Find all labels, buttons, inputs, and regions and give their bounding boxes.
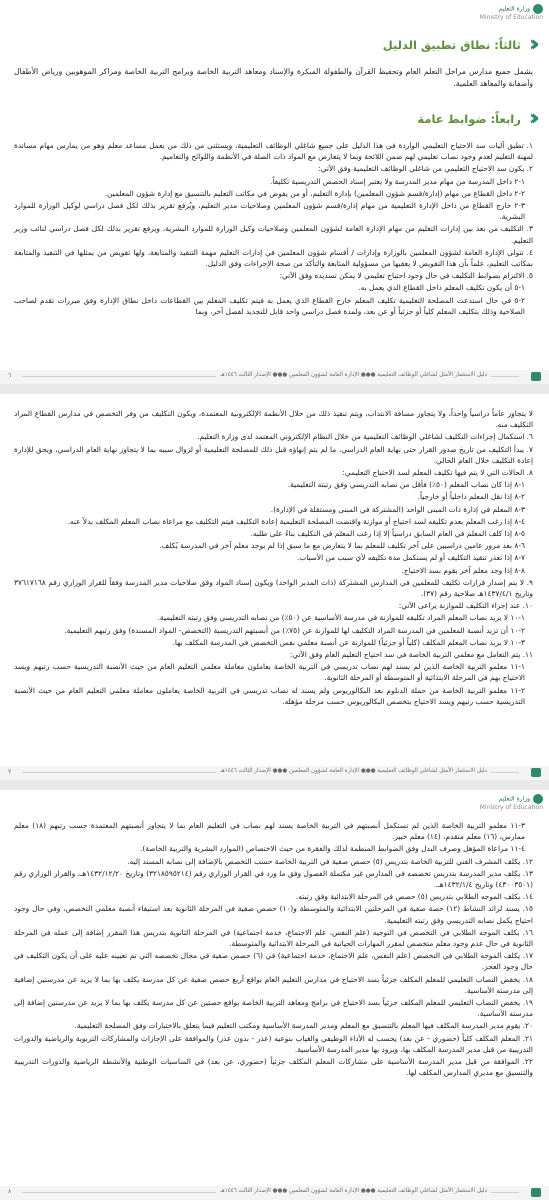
- numbered-paragraph: ١٤. يكلف الموجه الطلابي بتدريس (٥) حصص في المرحلة الابتدائية وفق رتبته.: [295, 892, 533, 902]
- numbered-paragraph: ١١. يتم التعامل مع معلمي التربية الخاصة في سد احتياج التعليم العام وفق الآتي:: [289, 650, 533, 660]
- numbered-paragraph: ١٦. يكلف الموجه الطلابي في التخصص في التوجيه (علم النفس، علم الاجتماع، خدمة اجتماعية) في المرحلة الثانوية بتدريس هذا المقرر إضافة إلى عمله في المرحلة الثانوية في حال عدم وجود معلم متخصص لمقرر المهارات الحياتية في المرحلة الابتدائية والمتوسطة.: [14, 927, 533, 949]
- numbered-paragraph: لا يتجاوز عاماً دراسياً واحداً، ولا يتجاوز مسافة الانتداب، ويتم تنفيذ ذلك من خلال الأنظمة الإلكترونية المعتمدة، ويكون التكليف من وفر التخصص في مدارس القطاع المراد التكليف منه.: [14, 409, 533, 430]
- page-1-paragraphs: [14, 140, 533, 318]
- document-page-3: [0, 790, 549, 1200]
- footer-text: دليل الاستثمار الأمثل لشاغلي الوظائف التعليمية ●●● الإدارة العامة لشؤون المعلمين ●●● الإصدار الثالث ١٤٤٦هـ: [216, 768, 491, 774]
- sub-item-paragraph: ٦-٨ بعد مرور عامين دراسيين على آخر تكليف للمعلم بما لا يتعارض مع ما سبق إذا لم يوجد معلم آخر في المدرسة يُكلف.: [159, 541, 525, 551]
- footer-text: دليل الاستثمار الأمثل لشاغلي الوظائف التعليمية ●●● الإدارة العامة لشؤون المعلمين ●●● الإصدار الثالث ١٤٤٦هـ: [216, 1188, 491, 1194]
- numbered-paragraph: ١٧. يكلف الموجه الطلابي في التخصص (علم النفس، علم الاجتماع، خدمة اجتماعية) في (٦) حصص صفية في مجال تخصصه التي تم تعيينه عليه على أن يكون التكليف في حال وجود العجز.: [14, 951, 533, 972]
- sub-item-paragraph: ٥-٨ إذا كلف المعلم في العام السابق دراسياً إلا إذا رغب المعلم في التكليف بناءً على طلبه.: [250, 529, 525, 539]
- numbered-paragraph: ١٩. يخفض النصاب التعليمي للمعلم المكلف جزئياً بسد الاحتياج في برامج ومعاهد التربية الخاصة بواقع حصتين عن كل مدرسة يكلف بها بما لا يزيد عن مدرستين إضافة إلى مدرسته الأساسية.: [14, 998, 533, 1019]
- sub-item-paragraph: ٢-٨ إذا نقل المعلم داخلياً أو خارجياً.: [417, 492, 525, 502]
- logo-line-1: وزارة التعليم: [498, 795, 530, 803]
- numbered-paragraph: ١. تطبق آليات سد الاحتياج التعليمي الواردة في هذا الدليل على جميع شاغلي الوظائف التعليمية، ويستثنى من ذلك من يعمل مساعد معلم وهو من يمارس مهام مساندة لمهنة التعليم لعدم وجود نصاب تعليمي لهم ضمن اللائحة وبما لا يتعارض مع المواد ذات الصلة في الأنظمة واللوائح والتعاميم.: [14, 141, 533, 162]
- sub-item-paragraph: ١-٢ داخل المدرسة من مهام مدير المدرسة ولا يعتبر إسناد الحصص التدريسية تكليفاً.: [270, 176, 525, 186]
- ministry-logo: [473, 794, 543, 812]
- ministry-logo: [473, 4, 543, 22]
- numbered-paragraph: ٢٢. الموافقة من قبل مدير المدرسة الأساسية على مشاركات المعلم المكلف جزئياً (حضوري، عن بعد) في المناسبات الوطنية والأنشطة الرياضية والدورات التدريبية والتنسيق مع مديري المدارس المكلف لها.: [14, 1057, 533, 1078]
- numbered-paragraph: ١٢. يكلف المشرف الفني للتربية الخاصة بتدريس (٥) حصص صفية في التربية الخاصة حسب التخصص بالإضافة إلى نصابه المسند إليه.: [127, 856, 533, 866]
- page-2-paragraphs: [14, 408, 533, 708]
- page-3-paragraphs: [14, 820, 533, 1079]
- page-footer: [0, 766, 549, 780]
- logo-line-2: Ministry of Education: [479, 14, 543, 21]
- chevron-left-icon: ‹‹: [528, 31, 533, 57]
- sub-item-paragraph: ١-٥ أن يكون تكليف المعلم داخل القطاع الذي يعمل به.: [358, 283, 525, 293]
- numbered-paragraph: ٩. لا يتم إصدار قرارات تكليف للمعلمين في المدارس المشتركة (ذات المدير الواحد) ويكون إسناد المواد وفق صلاحيات مدير المدرسة وفقاً للقرار الوزاري رقم ٣٧٦١٧١٦٨ وتاريخ ١٤٣٧/٤/١هـ صلاحية رقم (٣٧).: [14, 577, 533, 599]
- numbered-paragraph: ٢١. المعلم المكلف كلياً (حضوري - عن بعد) يحسب له الأداء الوظيفي والغياب بنوعيه (عذر - بدون عذر) والموافقة على الإجازات والمشاركات التربوية والرياضية والدورات التدريبية من قبل مدير المدرسة المكلف بها، ويزود بها مدير المدرسة الأساسية.: [14, 1033, 533, 1054]
- section-body: [14, 66, 533, 91]
- numbered-paragraph: ٥. الالتزام بضوابط التكليف في حال وجود احتياج تعليمي لا يمكن تسديده وفق الآتي:: [279, 271, 533, 281]
- numbered-paragraph: ٢. يكون سد الاحتياج التعليمي من شاغلي الوظائف التعليمية وفق الآتي:: [318, 164, 533, 174]
- sub-item-paragraph: ٧-٨ إذا تعذر تنفيذ التكليف أو لم يستكمل مدة تكليفه لأي سبب من الأسباب.: [296, 553, 525, 563]
- numbered-paragraph: ٦. استكمال إجراءات التكليف لشاغلي الوظائف التعليمية من خلال النظام الإلكتروني المعتمد لدى وزارة التعليم.: [197, 432, 533, 442]
- sub-item-paragraph: ٣-٢ خارج القطاع من داخل الإدارة التعليمية من مهام إدارة/قسم شؤون المعلمين وصلاحيات مدير التعليم، ويُرفع تقرير بذلك لكل فصل دراسي لوكيل الوزارة للموارد البشرية.: [14, 201, 525, 222]
- numbered-paragraph: ١٣. يكلف مدير المدرسة بتدريس تخصصه في المدارس غير مكتملة الفصول وفق ما ورد في القرار الوزاري رقم (٣٢١٨٥٩٥٢١٤) وتاريخ ١٤٣٢/١٢/٢٠هـ، والقرار الوزاري رقم (٤٣٠٠٣٥٠١) وتاريخ ١٤٣٢/١/٤هـ.: [14, 868, 534, 890]
- sub-item-paragraph: ١-٨ إذا كان نصاب المعلم (٥٠٪) فأقل من نصابه التدريسي وفق رتبته التعليمية.: [287, 480, 525, 490]
- section-title: رابعاً: ضوابط عامة: [417, 111, 521, 126]
- section-heading-scope: [16, 31, 533, 57]
- logo-line-1: وزارة التعليم: [498, 5, 530, 13]
- sub-item-paragraph: ١-١١ معلمو التربية الخاصة الذين لم يسند لهم نصاب تدريسي في التربية الخاصة يعاملون معاملة معلمي التعليم العام من حيث الأنصبة التدريسية حسب رتبهم ويسد الاحتياج بهم في المرحلة الابتدائية أو المتوسطة أو المرحلة الثانوية.: [14, 662, 525, 683]
- chevron-left-icon: ‹‹: [528, 105, 533, 131]
- logo-line-2: Ministry of Education: [479, 804, 543, 811]
- scope-paragraph: يشمل جميع مدارس مراحل التعلم العام وتحفيظ القرآن والطفولة المبكرة والإسناد ومعاهد التربية الخاصة وبرامج التربية الخاصة ومراكز الموهوبين ورياض الأطفال وأضفانة والمعاهد العلمية.: [14, 67, 533, 88]
- document-page-1: [0, 0, 549, 384]
- numbered-paragraph: ١٥. يسند لرائد النشاط (١٢) حصة صفية في المرحلتين الابتدائية والمتوسطة و(١٠) حصص صفية في المرحلة الثانوية بعد استيفاء أنصبة معلمي التخصص، وفي حال وجود احتياج يكمل نصابه التدريسي وفق رتبته التعليمية.: [14, 904, 533, 925]
- sub-item-paragraph: ١-١٠ لا يزيد نصاب المعلم المراد تكليفه للموازنة في مدرسة الأساسية عن (٥٠٪) من نصابه التدريسي وفق رتبته التعليمية.: [157, 613, 525, 623]
- document-page-2: [0, 394, 549, 780]
- ministry-emblem-icon: [531, 372, 541, 381]
- section-title: ثالثاً: نطاق تطبيق الدليل: [382, 37, 521, 52]
- footer-text: دليل الاستثمار الأمثل لشاغلي الوظائف التعليمية ●●● الإدارة العامة لشؤون المعلمين ●●● الإصدار الثالث ١٤٤٦هـ: [216, 372, 491, 378]
- numbered-paragraph: ٣. التكليف من بعد بين إدارات التعليم من مهام الإدارة العامة لشؤون المعلمين وصلاحيات وكيل الوزارة للموارد البشرية، ويرفع تقرير بذلك لكل فصل دراسي لنائب وزير التعليم.: [14, 224, 533, 245]
- sub-item-paragraph: ٣-٨ المعلم في إدارة ذات المبنى الواحد (المشتركة في المبنى ومستقلة في الإدارة).: [270, 504, 525, 514]
- sub-item-paragraph: ٢-٢ داخل القطاع من مهام (إدارة/قسم شؤون المعلمين) بإدارة التعليم، أو من يفوض في مكاتب التعليم بالتنسيق مع إدارة شؤون المعلمين.: [104, 188, 525, 198]
- page-number: ٦: [8, 372, 12, 379]
- ministry-emblem-icon: [531, 768, 541, 777]
- section-heading-general-rules: [16, 105, 533, 131]
- numbered-paragraph: ١٨. يخفض النصاب التعليمي للمعلم المكلف جزئياً بسد الاحتياج في مدارس التعليم العام بواقع أربع حصص صفية عن كل مدرسة يكلف بها بما لا يزيد عن مدرستين إضافية إلى مدرسته الأساسية.: [14, 974, 533, 995]
- ministry-emblem-icon: [533, 794, 543, 804]
- sub-item-paragraph: ٢-١١ معلمو التربية الخاصة من حملة الدبلوم بعد البكالوريوس ولم يسند له نصاب تدريسي في التربية الخاصة يعاملون معاملة معلمي التعليم العام من حيث الأنصبة التدريسية حسب رتبهم ويسد الاحتياج بتخصص البكالوريوس حسب مرحلة مؤهله.: [14, 685, 525, 706]
- ministry-emblem-icon: [533, 4, 543, 14]
- page-footer: [0, 370, 549, 384]
- page-number: ٧: [8, 768, 12, 775]
- numbered-paragraph: ٧. يبدأ التكليف من تاريخ صدور القرار حتى نهاية العام الدراسي، ما لم يتم إنهاؤه قبل ذلك للمصلحة التعليمية أو لزوال سببه بما لا يتجاوز نهاية العام الدراسي، ويحق للإدارة إعادة التكليف خلال العام الحالي.: [14, 444, 533, 465]
- sub-item-paragraph: ٤-٨ إذا رغب المعلم بعدم تكليفه لسد احتياج أو موازنة واقتضت المصلحة التعليمية إعادة التكليف فيتم التكليف مع مراعاة نصاب المعلم المكلف بدلاً عنه.: [67, 516, 525, 526]
- numbered-paragraph: ١٠. عند إجراء التكليف للموازنة يراعى الآتي:: [398, 601, 533, 611]
- numbered-paragraph: ٢٠. يقوم مدير المدرسة المكلف فيها المعلم بالتنسيق مع المعلم ومدير المدرسة الأساسية ومكتب التعليم فيما يتعلق بالاختبارات وفق المصلحة التعليمية.: [74, 1021, 533, 1031]
- ministry-emblem-icon: [531, 1188, 541, 1197]
- sub-item-paragraph: ٣-١٠ لا يزيد نصاب المعلم المكلف (كلياً أو جزئياً) للموازنة عن أنصبة معلمي نفس التخصص في المدرسة المكلف بها.: [172, 637, 525, 647]
- numbered-paragraph: ٤. تتولى الإدارة العامة لشؤون المعلمين بالوزارة وإدارات / أقسام شؤون المعلمين في إدارات التعليم مهمة التنفيذ والمتابعة، ولها تفويض من يمثلها في التنفيذ والمتابعة بمكاتب التعليم، علماً بأن هذا التفويض لا يعفيها من مسؤولية المتابعة والتأكد من صحة الإجراءات وفق الدليل.: [14, 247, 533, 269]
- numbered-paragraph: ٨. الحالات التي لا يتم فيها تكليف المعلم لسد الاحتياج التعليمي:: [342, 468, 533, 478]
- sub-item-paragraph: ٤-١١ مراعاة المؤهل وصرف البدل وفق الضوابط المنظمة لذلك والفقرة من حيث الاختصاص (الموارد البشرية والتربية الخاصة).: [140, 844, 525, 854]
- page-number: ٨: [8, 1188, 12, 1195]
- sub-item-paragraph: ٢-١٠ أن تزيد أنصبة المعلمين في المدرسة المراد التكليف لها للموازنة عن (٧٥٪) من أنصبتهم التدريسية (التخصص- المواد المسندة) وفق رتبهم التعليمية.: [64, 625, 525, 635]
- sub-item-paragraph: ٣-١١ معلمو التربية الخاصة الذين لم تستكمل أنصبتهم في التربية الخاصة يسند لهم نصاب في التعليم العام بما لا يتجاوز أنصبتهم المعتمدة حسب رتبهم (١٨) معلم ممارس، (١٦) معلم متقدم، (١٤) معلم خبير.: [14, 821, 525, 842]
- sub-item-paragraph: ٨-٨ إذا وجد معلم آخر يقوم بسد الاحتياج.: [401, 565, 525, 575]
- page-footer: [0, 1186, 549, 1200]
- sub-item-paragraph: ٢-٥ في حال استدعت المصلحة التعليمية تكليف المعلم خارج القطاع الذي يعمل به فيتم تكليف المعلم بين القطاعات داخل نطاق الإدارة وفق مبررات تقدم لصاحب الصلاحية وذلك بتكليف المعلم كلياً أو جزئياً أو عن بعد، ولمدة فصل دراسي واحد قابل للتجديد لفصل آخر، وبما: [14, 295, 525, 316]
